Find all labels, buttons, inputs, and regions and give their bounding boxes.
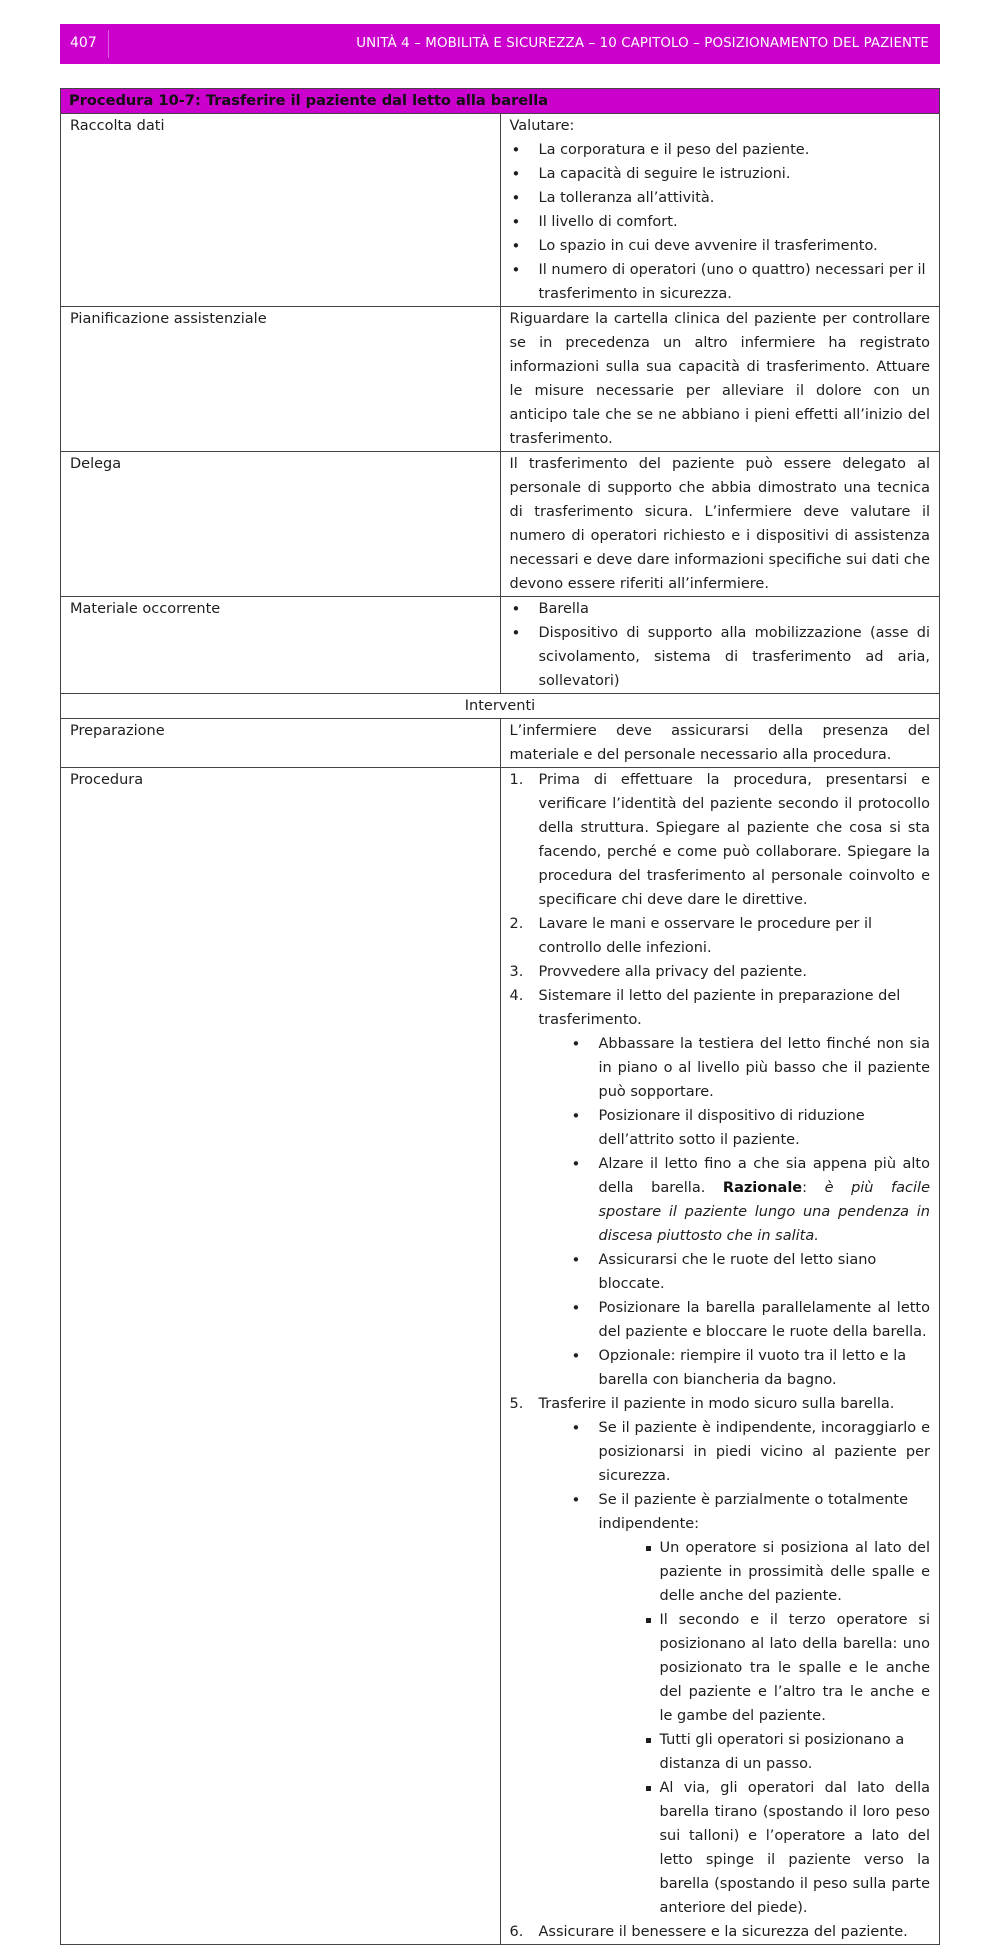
sub-item-text: Se il paziente è parzialmente o totalmente indipendente:: [598, 1492, 909, 1532]
list-item: • Il numero di operatori (uno o quattro) necessari per il trasferimento in sicurezza.: [510, 258, 931, 306]
step-5-sublist: [539, 1416, 931, 1920]
step-item: [510, 984, 931, 1392]
row-pianificazione: [61, 307, 940, 452]
row-label: Materiale occorrente: [61, 597, 501, 694]
raccolta-list: [510, 138, 931, 306]
list-item: • La corporatura e il peso del paziente.: [510, 138, 931, 162]
list-item: • Il livello di comfort.: [510, 210, 931, 234]
list-item: • Lo spazio in cui deve avvenire il trasferimento.: [510, 234, 931, 258]
delega-text: Il trasferimento del paziente può essere delegato al personale di supporto che abbia dimostrato una tecnica di trasferimento sicura. L’infermiere deve valutare il numero di operatori richiesto e i dispositivi di assistenza necessari e deve dare informazioni specifiche sui dati che devono essere riferiti all’infermiere.: [500, 452, 940, 597]
sub-item: • Alzare il letto fino a che sia appena più alto della barella. Razionale: è più facile spostare il paziente lungo una pendenza in discesa piuttosto che in salita.: [570, 1152, 931, 1248]
step-text: Lavare le mani e osservare le procedure per il controllo delle infezioni.: [538, 916, 873, 956]
step-4-sublist: [539, 1032, 931, 1392]
sub-item: • Posizionare il dispositivo di riduzione dell’attrito sotto il paziente.: [570, 1104, 931, 1152]
list-item: • La capacità di seguire le istruzioni.: [510, 162, 931, 186]
pianificazione-text: Riguardare la cartella clinica del paziente per controllare se in precedenza un altro infermiere ha registrato informazioni sulla sua capacità di trasferimento. Attuare le misure necessarie per alleviare il dolore con un anticipo tale che se ne abbiano i pieni effetti all’inizio del trasferimento.: [500, 307, 940, 452]
row-preparazione: [61, 719, 940, 768]
step-text: Prima di effettuare la procedura, presentarsi e verificare l’identità del paziente secondo il protocollo della struttura. Spiegare al paziente che cosa si sta facendo, perché e come può collaborare. Spiegare la procedura del trasferimento al personale coinvolto e specificare chi deve dare le direttive.: [538, 772, 930, 908]
step-number: 6.: [509, 1924, 524, 1940]
row-procedura: [61, 768, 940, 1945]
row-materiale: [61, 597, 940, 694]
procedure-table: [60, 88, 940, 1945]
subsub-item: Un operatore si posiziona al lato del paziente in prossimità delle spalle e delle anche del paziente.: [644, 1536, 931, 1608]
row-label: Pianificazione assistenziale: [61, 307, 501, 452]
step-item: [510, 1920, 931, 1944]
row-content: [500, 768, 940, 1945]
step-item: [510, 1392, 931, 1920]
step-text: Sistemare il letto del paziente in preparazione del trasferimento.: [538, 988, 901, 1028]
step-5-subsublist: [599, 1536, 931, 1920]
step-text: Provvedere alla privacy del paziente.: [538, 964, 807, 980]
step-item: [510, 960, 931, 984]
step-number: 4.: [509, 988, 524, 1004]
list-item: • Barella: [510, 597, 931, 621]
subsub-item: Al via, gli operatori dal lato della barella tirano (spostando il loro peso sui talloni) e l’operatore a lato del letto spinge il paziente verso la barella (spostando il peso sulla parte anteriore del piede).: [644, 1776, 931, 1920]
row-interventi: [61, 694, 940, 719]
row-label: Preparazione: [61, 719, 501, 768]
preparazione-text: L’infermiere deve assicurarsi della presenza del materiale e del personale necessario alla procedura.: [500, 719, 940, 768]
step-number: 2.: [509, 916, 524, 932]
procedure-steps: [510, 768, 931, 1944]
row-content: [500, 597, 940, 694]
sub-item: • Assicurarsi che le ruote del letto siano bloccate.: [570, 1248, 931, 1296]
sub-item-text: Alzare il letto fino a che sia appena più alto della barella.: [598, 1156, 930, 1196]
sub-item: • Se il paziente è indipendente, incoraggiarlo e posizionarsi in piedi vicino al paziente per sicurezza.: [570, 1416, 931, 1488]
running-title: UNITÀ 4 – MOBILITÀ E SICUREZZA – 10 CAPITOLO – POSIZIONAMENTO DEL PAZIENTE: [356, 36, 929, 51]
subsub-item: Il secondo e il terzo operatore si posizionano al lato della barella: uno posizionato tra le spalle e le anche del paziente e l’altro tra le anche e le gambe del paziente.: [644, 1608, 931, 1728]
row-content: [500, 114, 940, 307]
step-text: Trasferire il paziente in modo sicuro sulla barella.: [538, 1396, 895, 1412]
rationale-text: è più facile spostare il paziente lungo una pendenza in discesa piuttosto che in salita.: [598, 1180, 930, 1244]
step-number: 5.: [509, 1396, 524, 1412]
header-divider: [108, 30, 109, 58]
row-delega: [61, 452, 940, 597]
sub-item: • Posizionare la barella parallelamente al letto del paziente e bloccare le ruote della barella.: [570, 1296, 931, 1344]
step-number: 3.: [509, 964, 524, 980]
raccolta-intro: Valutare:: [509, 118, 575, 134]
row-label: Procedura: [61, 768, 501, 1945]
sub-item: • Abbassare la testiera del letto finché non sia in piano o al livello più basso che il paziente può sopportare.: [570, 1032, 931, 1104]
step-item: [510, 912, 931, 960]
step-item: [510, 768, 931, 912]
list-item: • La tolleranza all’attività.: [510, 186, 931, 210]
procedure-title: Procedura 10-7: Trasferire il paziente dal letto alla barella: [61, 89, 940, 114]
subsub-item: Tutti gli operatori si posizionano a distanza di un passo.: [644, 1728, 931, 1776]
page-number: 407: [70, 35, 97, 51]
rationale-label: Razionale: [722, 1180, 803, 1196]
step-text: Assicurare il benessere e la sicurezza del paziente.: [538, 1924, 908, 1940]
list-item: • Dispositivo di supporto alla mobilizzazione (asse di scivolamento, sistema di trasferimento ad aria, sollevatori): [510, 621, 931, 693]
step-number: 1.: [509, 772, 524, 788]
procedure-title-row: [61, 89, 940, 114]
row-raccolta-dati: [61, 114, 940, 307]
materiale-list: [510, 597, 931, 693]
running-header: [60, 24, 940, 64]
sub-item: [570, 1488, 931, 1920]
row-label: Raccolta dati: [61, 114, 501, 307]
sub-item: • Opzionale: riempire il vuoto tra il letto e la barella con biancheria da bagno.: [570, 1344, 931, 1392]
row-label: Delega: [61, 452, 501, 597]
section-heading: Interventi: [61, 694, 940, 719]
